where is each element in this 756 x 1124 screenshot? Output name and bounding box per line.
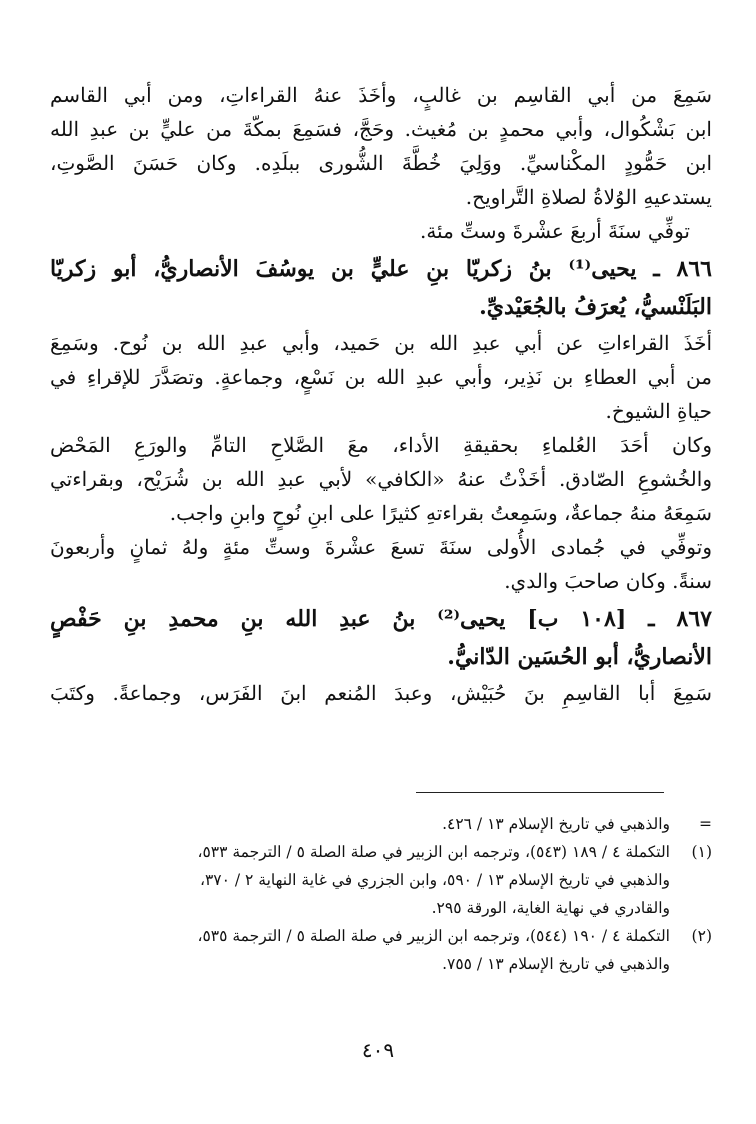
footnote-text: التكملة ٤ / ١٨٩ (٥٤٣)، وترجمه ابن الزبير في صلة الصلة ٥ / الترجمة ٥٣٣، [197,843,670,861]
footnote-text: والذهبي في تاريخ الإسلام ١٣ / ٧٥٥. [442,955,670,973]
main-text [50,78,712,710]
entry-heading-867: ٨٦٧ ـ [١٠٨ ب] يحيى⁽²⁾ بنُ عبدِ الله بنِ محمدِ بنِ حَفْصٍ [50,606,712,632]
footnote-1 [50,838,712,866]
page-number: ٤٠٩ [361,1038,395,1062]
footnote-text: والقادري في نهاية الغاية، الورقة ٢٩٥. [431,899,670,917]
text-line: حياةِ الشيوخ. [605,399,712,423]
text-line: سَمِعَ أبا القاسِمِ بنَ حُبَيْش، وعبدَ المُنعم ابنَ الفَرَس، وجماعةً. وكتَبَ [50,681,712,705]
text-line: وكان أحَدَ العُلماءِ بحقيقةِ الأداء، معَ الصَّلاحِ التامِّ والورَعِ المَحْض [50,433,712,457]
text-line: توفِّي سنَةَ أربعَ عشْرةَ وستِّ مئة. [419,219,690,243]
text-line: ابن حَمُّودٍ المكْناسيِّ. ووَلِيَ خُطَّةَ الشُّورى ببلَدِه. وكان حَسَنَ الصَّوتِ، [50,151,712,175]
text-line: من أبي العطاءِ بن نَذِير، وأبي عبدِ الله بن نَسْعٍ، وجماعةٍ. وتصَدَّرَ للإقراءِ في [50,365,712,389]
text-line: أخَذَ القراءاتِ عن أبي عبدِ الله بن حَميد، وأبي عبدِ الله بن نُوح. وسَمِعَ [50,331,712,355]
footnote-marker: (١) [691,843,712,861]
footnote-marker: (٢) [691,927,712,945]
text-line: ابن بَشْكُوال، وأبي محمدٍ بن مُغيث. وحَجَّ، فسَمِعَ بمكّةَ من عليٍّ بن عبدِ الله [50,117,712,141]
footnote-text: والذهبي في تاريخ الإسلام ١٣ / ٥٩٠، وابن الجزري في غاية النهاية ٢ / ٣٧٠، [199,871,670,889]
footnote-2 [50,922,712,950]
text-line: سَمِعَ من أبي القاسِم بن غالبٍ، وأخَذَ عنهُ القراءاتِ، ومن أبي القاسم [50,83,712,107]
entry-heading-866-cont: البَلَنْسيُّ، يُعرَفُ بالجُعَيْديِّ. [479,294,712,320]
text-line: سَمِعَهُ منهُ جماعةٌ، وسَمِعتُ بقراءتهِ كثيرًا على ابنِ نُوحٍ وابنِ واجب. [169,501,712,525]
entry-heading-867-cont: الأنصاريُّ، أبو الحُسَين الدّانيُّ. [447,644,712,670]
text-line: يستدعيهِ الوُلاةُ لصلاةِ التَّراويح. [465,185,712,209]
text-line: سنةً. وكان صاحبَ والدي. [504,569,712,593]
footnote-continued [50,810,712,838]
footnote-text: والذهبي في تاريخ الإسلام ١٣ / ٤٢٦. [442,815,670,833]
entry-heading-866: ٨٦٦ ـ يحيى⁽¹⁾ بنُ زكريّا بنِ عليٍّ بن يوسُفَ الأنصاريُّ، أبو زكريّا [50,256,712,282]
footnote-marker: = [699,815,712,833]
text-line: وتوفِّي في جُمادى الأُولى سنَةَ تسعَ عشْرةَ وستِّ مئةٍ ولهُ ثمانٍ وأربعونَ [50,535,712,559]
footnote-divider [416,792,664,793]
text-line: والخُشوعِ الصّادق. أخَذْتُ عنهُ «الكافي» لأبي عبدِ الله بن شُرَيْح، وبقراءتي [50,467,712,491]
footnote-text: التكملة ٤ / ١٩٠ (٥٤٤)، وترجمه ابن الزبير في صلة الصلة ٥ / الترجمة ٥٣٥، [197,927,670,945]
footnotes [50,810,712,978]
